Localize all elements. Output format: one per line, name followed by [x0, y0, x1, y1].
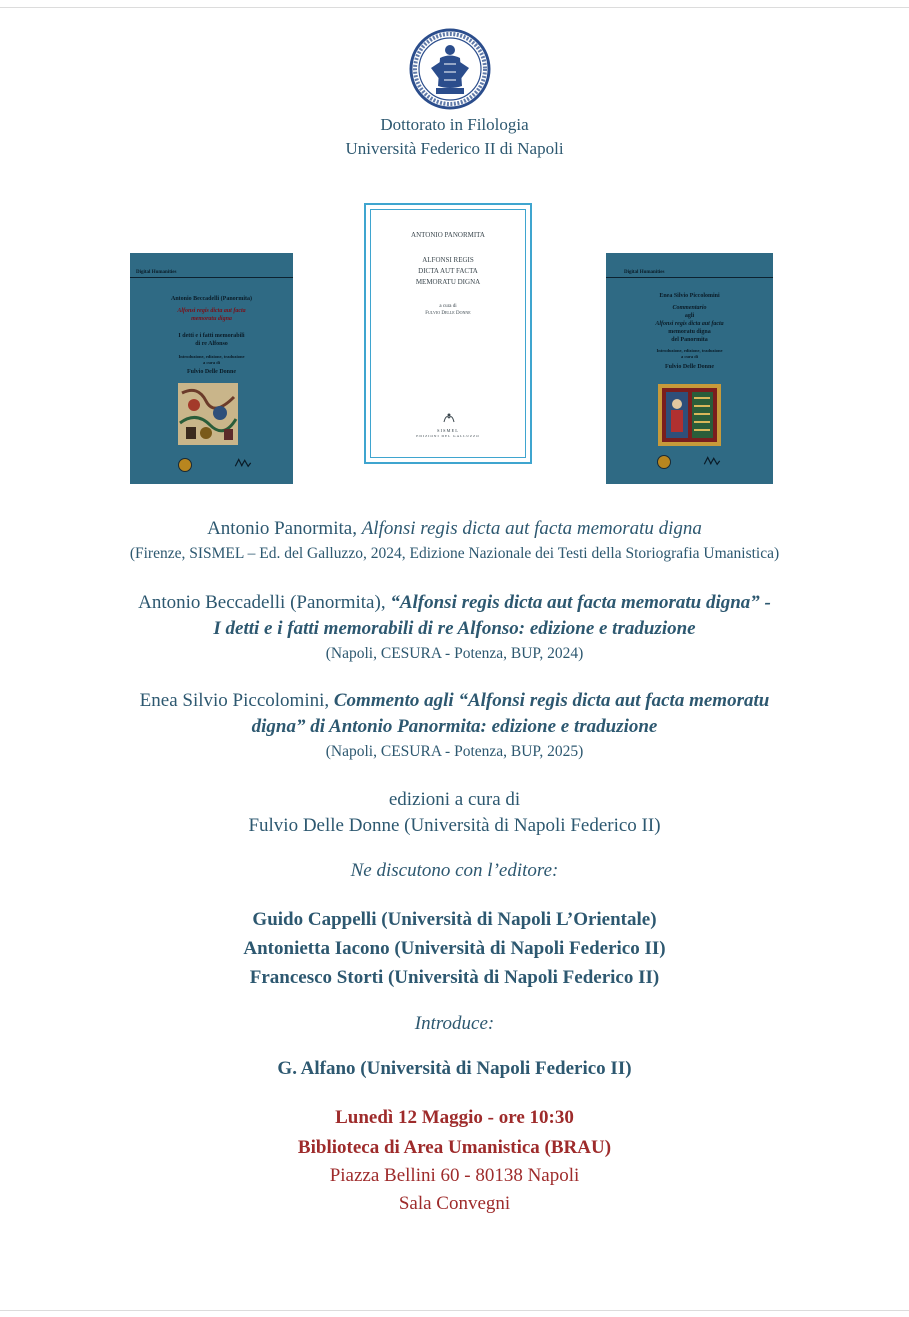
sismel-logo	[442, 412, 456, 424]
cover-title-line1: Alfonsi regis dicta aut facta	[177, 308, 246, 314]
bup-logo	[232, 456, 254, 468]
intro-label: Introduce:	[414, 1013, 495, 1034]
book-cover-beccadelli	[130, 253, 293, 484]
bup-logo	[701, 454, 723, 466]
cover-info-line1: Introduzione, edizione, traduzione	[178, 354, 245, 359]
cover-rule	[130, 277, 293, 278]
cover-subtitle-line1: I detti e i fatti memorabili	[178, 333, 245, 339]
book-details: (Firenze, SISMEL – Ed. del Galluzzo, 2024, Edizione Nazionale dei Testi della Storiografia Umanistica)	[129, 545, 780, 562]
event-address: Piazza Bellini 60 - 80138 Napoli	[329, 1165, 580, 1186]
top-divider	[0, 7, 909, 8]
discussant-name: Guido Cappelli (Università di Napoli L’Orientale)	[252, 909, 657, 930]
cesura-logo	[178, 458, 192, 472]
book-cover-piccolomini	[606, 253, 773, 484]
discussants-list	[0, 905, 909, 992]
discussants-section	[0, 858, 909, 884]
cover-curator-label: a cura di	[439, 304, 457, 309]
book-cover-panormita	[364, 203, 532, 464]
university-name: Università Federico II di Napoli	[345, 139, 564, 158]
event-date: Lunedì 12 Maggio - ore 10:30	[335, 1107, 574, 1128]
discussant-name: Antonietta Iacono (Università di Napoli Federico II)	[243, 938, 666, 959]
event-info	[0, 1103, 909, 1218]
cover-title-line1: ALFONSI REGIS	[422, 256, 474, 264]
intro-name: G. Alfano (Università di Napoli Federico II)	[277, 1058, 632, 1079]
cover-author: Enea Silvio Piccolomini	[659, 293, 720, 299]
book-details: (Napoli, CESURA - Potenza, BUP, 2024)	[325, 645, 584, 662]
curator-name: Fulvio Delle Donne (Università di Napoli Federico II)	[248, 815, 661, 836]
institution-header	[0, 113, 909, 161]
cover-editor: Fulvio Delle Donne	[425, 311, 471, 316]
book-entry-3	[0, 688, 909, 763]
cover-info-line2: a cura di	[680, 354, 698, 359]
doctorate-title: Dottorato in Filologia	[380, 115, 529, 134]
cover-series-label: Digital Humanities	[136, 270, 177, 275]
cover-publisher-sub: EDIZIONI DEL GALLUZZO	[416, 434, 480, 438]
cover-info-line2: a cura di	[202, 360, 220, 365]
cover-rule	[606, 277, 773, 278]
book-title-line2: I detti e i fatti memorabili di re Alfonso: edizione e traduzione	[213, 618, 696, 639]
cover-info-line1: Introduzione, edizione, traduzione	[656, 348, 723, 353]
cesura-logo	[657, 455, 671, 469]
cover-title-line5: del Panormita	[671, 337, 708, 343]
cover-editor: Fulvio Delle Donne	[187, 369, 236, 375]
cover-illustration	[658, 384, 721, 446]
cover-title-line2: agli	[684, 313, 695, 319]
book-title: Alfonsi regis dicta aut facta memoratu digna	[361, 518, 702, 539]
intro-section	[0, 1011, 909, 1037]
curator-section	[0, 787, 909, 839]
cover-title-line3: MEMORATU DIGNA	[415, 278, 481, 286]
event-venue: Biblioteca di Area Umanistica (BRAU)	[297, 1137, 612, 1158]
book-author: Antonio Panormita,	[207, 518, 362, 539]
book-author: Enea Silvio Piccolomini,	[139, 690, 334, 711]
cover-author: ANTONIO PANORMITA	[411, 231, 485, 239]
book-title-line1: “Alfonsi regis dicta aut facta memoratu digna” -	[390, 592, 771, 613]
book-title-line1: Commento agli “Alfonsi regis dicta aut facta memoratu	[333, 690, 770, 711]
book-details: (Napoli, CESURA - Potenza, BUP, 2025)	[325, 743, 584, 760]
cover-title-line4: memoratu digna	[668, 329, 711, 335]
intro-speaker	[0, 1056, 909, 1082]
cover-subtitle-line2: di re Alfonso	[195, 341, 228, 347]
discussants-label: Ne discutono con l’editore:	[350, 860, 559, 881]
cover-title-line2: DICTA AUT FACTA	[418, 267, 478, 275]
cover-title-line2: memoratu digna	[191, 316, 232, 322]
event-room: Sala Convegni	[398, 1193, 511, 1214]
cover-editor: Fulvio Delle Donne	[665, 364, 714, 370]
bottom-divider	[0, 1310, 909, 1311]
cover-publisher: SISMEL	[436, 428, 459, 433]
university-seal-logo	[409, 28, 491, 110]
book-title-line2: digna” di Antonio Panormita: edizione e traduzione	[251, 716, 658, 737]
cover-title-line3: Alfonsi regis dicta aut facta	[655, 321, 724, 327]
curator-label: edizioni a cura di	[388, 789, 521, 810]
cover-title-line1: Commentario	[672, 305, 707, 311]
cover-illustration	[178, 383, 238, 445]
book-entry-1	[0, 516, 909, 565]
book-entry-2	[0, 590, 909, 665]
book-author: Antonio Beccadelli (Panormita),	[138, 592, 391, 613]
cover-series-label: Digital Humanities	[624, 270, 665, 275]
discussant-name: Francesco Storti (Università di Napoli Federico II)	[249, 967, 660, 988]
cover-author: Antonio Beccadelli (Panormita)	[171, 296, 252, 302]
